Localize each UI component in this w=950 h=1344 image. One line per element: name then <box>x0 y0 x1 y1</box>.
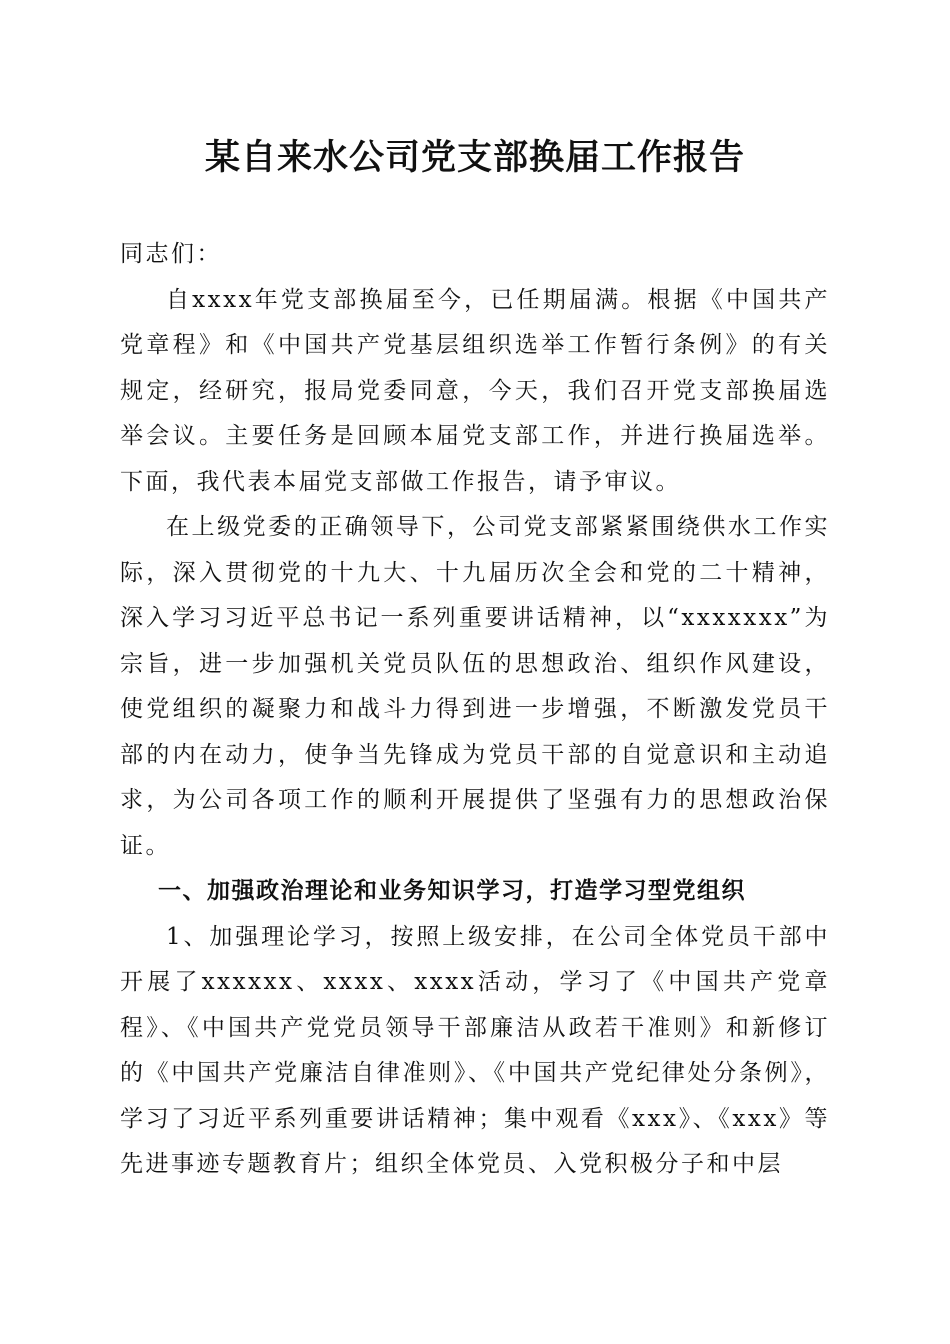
section-paragraph: 1、加强理论学习，按照上级安排，在公司全体党员干部中开展了xxxxxx、xxxx、xxxx活动，学习了《中国共产党章程》、《中国共产党党员领导干部廉洁从政若干准则》和新修订的《中国共产党廉洁自律准则》、《中国共产党纪律处分条例》，学习了习近平系列重要讲话精神；集中观看《xxx》、《xxx》等先进事迹专题教育片；组织全体党员、入党积极分子和中层 <box>120 923 830 1177</box>
summary-paragraph: 在上级党委的正确领导下，公司党支部紧紧围绕供水工作实际，深入贯彻党的十九大、十九届历次全会和党的二十精神，深入学习习近平总书记一系列重要讲话精神，以“xxxxxxx”为宗旨，进一步加强机关党员队伍的思想政治、组织作风建设，使党组织的凝聚力和战斗力得到进一步增强，不断激发党员干部的内在动力，使争当先锋成为党员干部的自觉意识和主动追求，为公司各项工作的顺利开展提供了坚强有力的思想政治保证。 <box>120 514 830 859</box>
document-body <box>120 232 830 1188</box>
intro-paragraph: 自xxxx年党支部换届至今，已任期届满。根据《中国共产党章程》和《中国共产党基层组织选举工作暂行条例》的有关规定，经研究，报局党委同意，今天，我们召开党支部换届选举会议。主要任务是回顾本届党支部工作，并进行换届选举。下面，我代表本届党支部做工作报告，请予审议。 <box>120 286 830 495</box>
section-heading: 一、加强政治理论和业务知识学习，打造学习型党组织 <box>158 878 746 904</box>
document-title: 某自来水公司党支部换届工作报告 <box>204 137 745 178</box>
salutation: 同志们： <box>120 241 222 267</box>
